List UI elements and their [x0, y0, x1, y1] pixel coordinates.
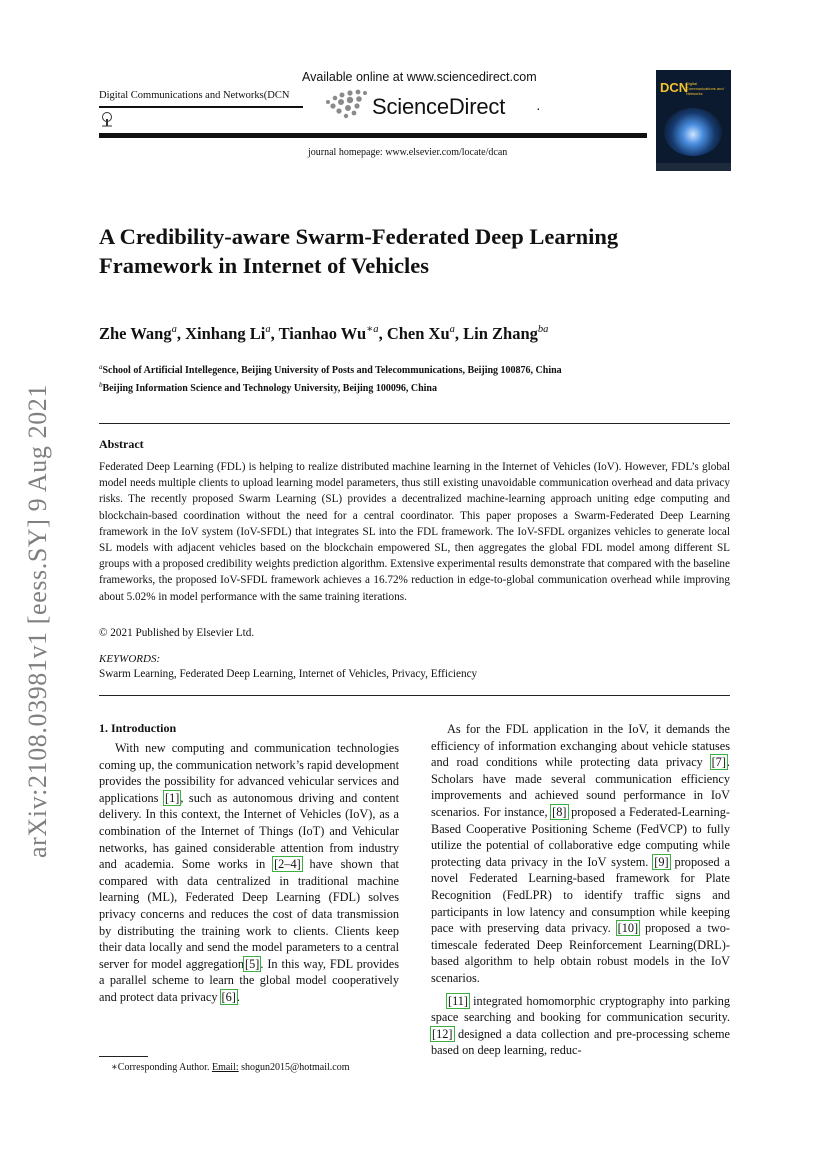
- author-sup: a: [265, 324, 271, 335]
- footnote: ∗Corresponding Author. Email: shogun2015@hotmail.com: [111, 1062, 350, 1073]
- copyright-line: © 2021 Published by Elsevier Ltd.: [99, 627, 255, 639]
- affiliations: [99, 360, 562, 396]
- email-label: Email:: [211, 1062, 239, 1073]
- author-sup: ∗a: [366, 324, 379, 335]
- paper-title: A Credibility-aware Swarm-Federated Deep Learning Framework in Internet of Vehicles: [99, 224, 619, 278]
- abstract-heading: Abstract: [99, 437, 144, 451]
- cover-title: DCN: [660, 80, 689, 95]
- section-heading: 1. Introduction: [99, 721, 177, 735]
- available-online[interactable]: Available online at www.sciencedirect.com: [302, 70, 537, 84]
- footnote-rule: [99, 1056, 148, 1057]
- cover-footer-band: [656, 163, 731, 171]
- keywords-bottom-rule: [99, 695, 730, 696]
- sciencedirect-logo-text: ScienceDirect: [372, 94, 506, 119]
- left-column: [99, 740, 399, 1006]
- journal-homepage[interactable]: journal homepage: www.elsevier.com/locate/dcan: [308, 147, 508, 158]
- abstract-top-rule: [99, 423, 730, 424]
- paragraph: With new computing and communication technologies coming up, the communication network’s rapid development provides the possibility for advanced vehicular services and applications [1], such as autonomous driving and content delivery. In this context, the Internet of Vehicles (IoV), as a combination of the Internet of Things (IoT) and Vehicular networks, has gained considerable attention from industry and academia. Some works in [2–4] have shown that compared with data centralized in traditional machine learning (ML), Federated Deep Learning (FDL) solves privacy concerns and reduces the cost of data transmission by distributing the training work to clients. Clients keep their data locally and send the model parameters to a central server for model aggregation[5]. In this way, FDL provides a parallel scheme to learn the global model cooperatively and protect data privacy [6].: [99, 741, 400, 1004]
- author-list: Zhe Wang$^a$, Xinhang Li$^a$, Tianhao $Wu^{∗a}$, Chen Xu$^a$, Lin Zhang$^{ba}$: [99, 324, 549, 343]
- email-address[interactable]: shogun2015@hotmail.com: [241, 1062, 350, 1073]
- citation-link[interactable]: [12]: [432, 1026, 453, 1041]
- author-sup: a: [171, 324, 177, 335]
- header-dot: ·: [536, 100, 541, 116]
- paragraph: [11] integrated homomorphic cryptography into parking space searching and booking for communication security. [12] designed a data collection and pre-processing scheme based on deep learning, reduc-: [431, 993, 730, 1058]
- citation-link[interactable]: [5]: [244, 956, 260, 971]
- citation-link[interactable]: [6]: [221, 989, 236, 1004]
- header-rule: [99, 106, 303, 108]
- header-thick-rule: [99, 133, 647, 138]
- elsevier-tree-icon: [99, 112, 115, 127]
- affiliation-a: $^a$School of Artificial Intellegence, Beijing University of Posts and Telecommunications, Beijing 100876, China: [99, 363, 562, 376]
- citation-link[interactable]: [2–4]: [274, 857, 301, 872]
- arxiv-stamp[interactable]: arXiv:2108.03981v1 [eess.SY] 9 Aug 2021: [23, 383, 52, 859]
- keywords-list: Swarm Learning, Federated Deep Learning, Internet of Vehicles, Privacy, Efficiency: [99, 668, 478, 680]
- citation-link[interactable]: [7]: [711, 755, 726, 770]
- author-sup: ba: [537, 324, 549, 335]
- author-name: Zhe Wang: [99, 324, 172, 343]
- citation-link[interactable]: [11]: [448, 993, 469, 1008]
- citation-link[interactable]: [8]: [552, 804, 567, 819]
- author-sup: a: [449, 324, 455, 335]
- author-name: Lin Zhang: [463, 324, 538, 343]
- keywords-heading: KEYWORDS:: [99, 653, 161, 665]
- journal-name: Digital Communications and Networks(DCN: [99, 90, 290, 101]
- citation-link[interactable]: [1]: [164, 790, 180, 805]
- author-name: Xinhang Li: [185, 324, 266, 343]
- author-name: Tianhao Wu: [278, 324, 367, 343]
- citation-link[interactable]: [9]: [654, 854, 669, 869]
- citation-link[interactable]: [10]: [617, 921, 639, 936]
- journal-cover[interactable]: [656, 70, 731, 171]
- author-name: Chen Xu: [386, 324, 450, 343]
- affiliation-b: $^b$Beijing Information Science and Technology University, Beijing 100096, China: [99, 381, 437, 394]
- cover-subtitle: Digital Communications and Networks: [686, 81, 724, 96]
- abstract-text: Federated Deep Learning (FDL) is helping to realize distributed machine learning in the Internet of Vehicles (IoV). However, FDL’s global model needs multiple clients to upload learning model parameters, thus still existing unavoidable communication overhead and data privacy risks. The recently proposed Swarm Learning (SL) provides a decentralized machine-learning approach uniting edge computing and blockchain-based coordination without the need for a central coordinator. This paper proposes a Swarm-Federated Deep Learning framework in the IoV system (IoV-SFDL) that integrates SL into the FDL framework. The IoV-SFDL organizes vehicles to generate local SL models with adjacent vehicles based on the blockchain empowered SL, then aggregates the global FDL model among different SL groups with a proposed credibility weights prediction algorithm. Extensive experimental results demonstrate that compared with the baseline frameworks, the proposed IoV-SFDL framework achieves a 16.72% reduction in edge-to-global communication overhead while improving about 5.02% in model performance with the same training iterations.: [99, 461, 730, 603]
- cover-artwork: [664, 108, 722, 156]
- right-column: [431, 721, 730, 1059]
- paragraph: As for the FDL application in the IoV, it demands the efficiency of information exchanging about vehicle statuses and road conditions while protecting data privacy [7]. Scholars have made several communication efficiency improvements and achieved sound performance in IoV scenarios. For instance, [8] proposed a Federated-Learning-Based Cooperative Positioning Scheme (FedVCP) to fully utilize the potential of collaborative edge computing while protecting data privacy in the IoV system. [9] proposed a novel Federated Learning-based framework for Plate Recognition (FedLPR) to identify traffic signs and participants in low latency and consumption while keeping pace with preserving data privacy. [10] proposed a two-timescale federated Deep Reinforcement Learning(DRL)-based algorithm to help obtain robust models in the IoV scenarios.: [431, 722, 730, 985]
